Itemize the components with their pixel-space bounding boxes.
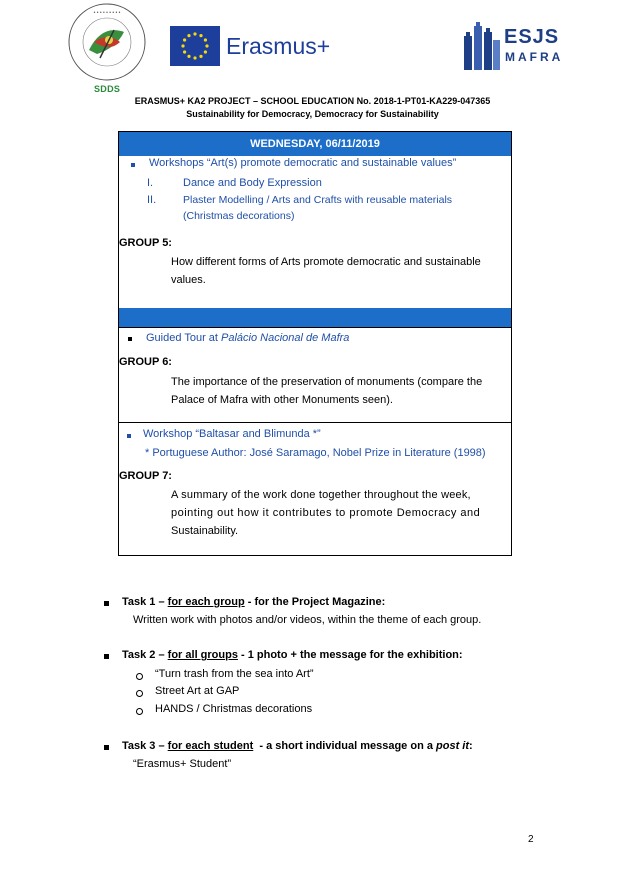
item-plaster-cont: (Christmas decorations): [183, 210, 295, 222]
item-dance: Dance and Body Expression: [183, 177, 322, 189]
workshop-baltasar-title: Workshop “Baltasar and Blimunda *”: [143, 428, 321, 440]
square-bullet-icon: [131, 163, 135, 167]
esjs-logo-text: ESJS: [504, 26, 560, 48]
group-6-text-cont: Palace of Mafra with other Monuments seen).: [171, 394, 393, 406]
sdds-circular-logo-icon: [64, 2, 150, 92]
schedule-table: [118, 131, 512, 556]
square-bullet-icon: [127, 434, 131, 438]
group-7-text-end: Sustainability.: [171, 525, 239, 537]
divider: [119, 327, 511, 328]
blank-blue-bar: [119, 308, 511, 327]
esjs-mafra-logo: [462, 22, 562, 72]
workshop-arts-title: Workshops “Art(s) promote democratic and sustainable values”: [149, 157, 457, 169]
group-6-text: The importance of the preservation of monuments (compare the: [171, 376, 483, 388]
square-bullet-icon: [104, 654, 109, 659]
group-6-label: GROUP 6:: [119, 356, 172, 368]
item-plaster: Plaster Modelling / Arts and Crafts with reusable materials: [183, 194, 453, 206]
eu-flag-icon: [170, 26, 220, 66]
esjs-towers-icon: [462, 22, 502, 70]
square-bullet-icon: [104, 601, 109, 606]
erasmus-plus-logo: [170, 26, 348, 68]
task-2-heading: Task 2 – for all groups - 1 photo + the message for the exhibition:: [122, 649, 463, 661]
mafra-logo-text: MAFRA: [505, 50, 564, 64]
task-2-item: HANDS / Christmas decorations: [155, 703, 313, 715]
group-7-text-cont: pointing out how it contributes to promote Democracy and: [171, 507, 481, 519]
task-3-heading: Task 3 – for each student - a short individual message on a post it:: [122, 740, 473, 752]
svg-text:• • • • • • • • •: • • • • • • • • •: [93, 10, 121, 16]
circle-bullet-icon: [136, 708, 143, 715]
guided-tour: Guided Tour at Palácio Nacional de Mafra: [146, 332, 350, 344]
project-subtitle: Sustainability for Democracy, Democracy for Sustainability: [186, 109, 439, 119]
divider: [119, 422, 511, 423]
item-number: II.: [147, 194, 157, 206]
sdds-logo: [64, 2, 150, 92]
page-number: 2: [528, 834, 534, 845]
day-header: WEDNESDAY, 06/11/2019: [119, 132, 511, 156]
group-5-text: How different forms of Arts promote democratic and sustainable: [171, 256, 481, 268]
erasmus-logo-text: Erasmus+: [226, 33, 331, 59]
circle-bullet-icon: [136, 690, 143, 697]
task-1-detail: Written work with photos and/or videos, within the theme of each group.: [133, 614, 482, 626]
group-7-label: GROUP 7:: [119, 470, 172, 482]
task-2-item: Street Art at GAP: [155, 685, 240, 697]
task-3-detail: “Erasmus+ Student”: [133, 758, 232, 770]
sdds-caption: SDDS: [94, 84, 121, 94]
project-title: ERASMUS+ KA2 PROJECT – SCHOOL EDUCATION No. 2018-1-PT01-KA229-047365: [134, 96, 491, 106]
square-bullet-icon: [128, 337, 132, 341]
saramago-note: * Portuguese Author: José Saramago, Nobel Prize in Literature (1998): [145, 447, 486, 459]
group-7-text: A summary of the work done together throughout the week,: [171, 489, 471, 501]
square-bullet-icon: [104, 745, 109, 750]
group-5-text-cont: values.: [171, 274, 206, 286]
group-5-label: GROUP 5:: [119, 237, 172, 249]
item-number: I.: [147, 177, 154, 189]
task-1-heading: Task 1 – for each group - for the Project Magazine:: [122, 596, 386, 608]
task-2-item: “Turn trash from the sea into Art”: [155, 668, 314, 680]
circle-bullet-icon: [136, 673, 143, 680]
